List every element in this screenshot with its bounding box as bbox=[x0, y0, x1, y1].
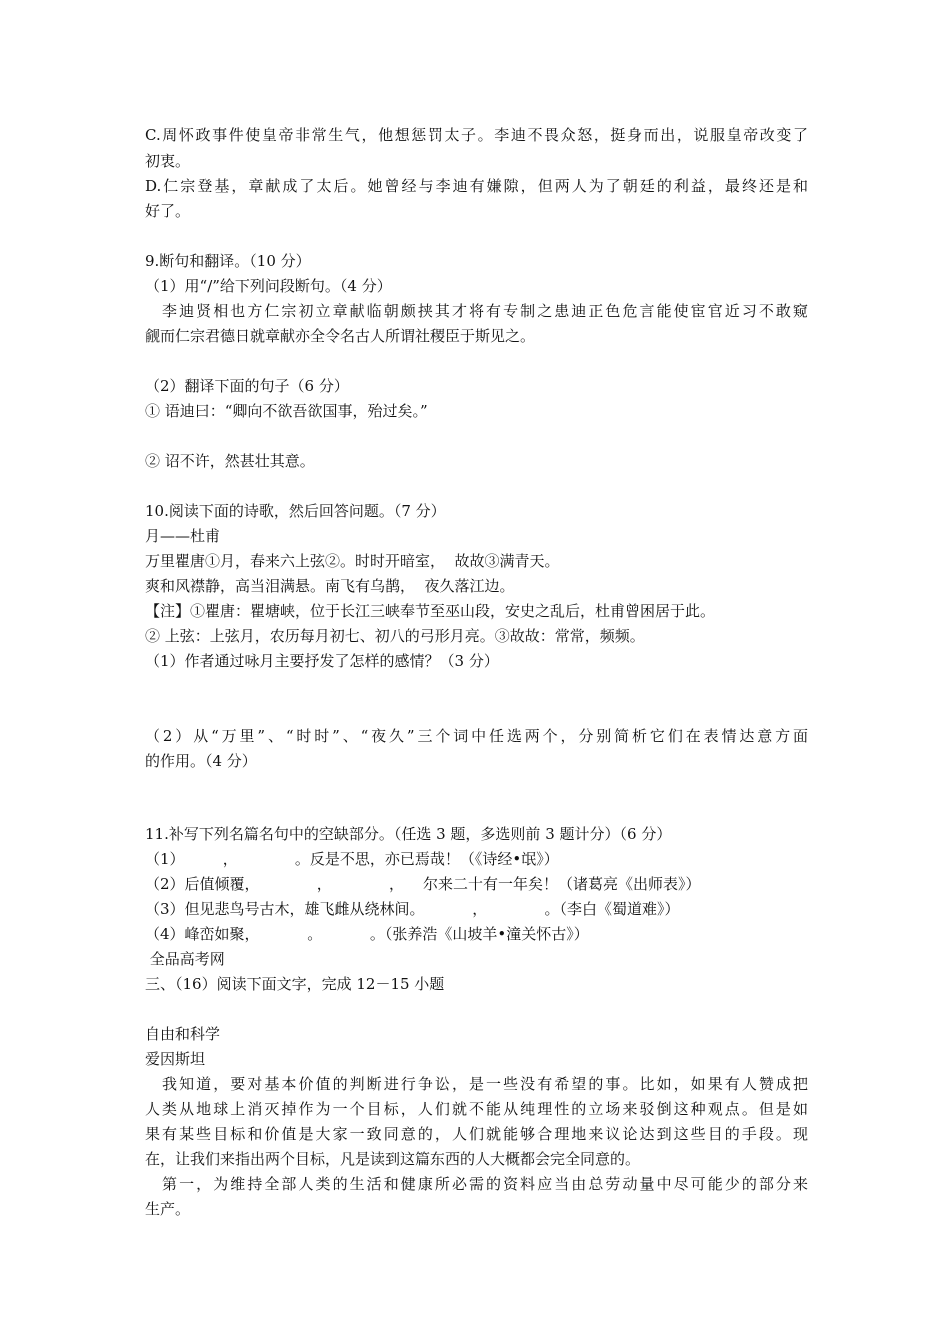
question-9-part-1: （1）用“/”给下列问段断句。（4 分） bbox=[145, 277, 392, 295]
article-paragraph-2-line-1: 第一，为维持全部人类的生活和健康所必需的资料应当由总劳动量中尽可能少的部分来 bbox=[145, 1175, 808, 1193]
article-paragraph-1-line-3: 果有某些目标和价值是大家一致同意的，人们就能够合理地来议论达到这些目的手段。现 bbox=[145, 1125, 808, 1143]
classical-passage-line-2: 觎而仁宗君德日就章献亦全令名古人所谓社稷臣于斯见之。 bbox=[145, 327, 536, 345]
question-11-item-2: （2）后值倾覆， ， ， 尔来二十有一年矣！（诸葛亮《出师表》） bbox=[145, 875, 701, 893]
article-paragraph-2-line-2: 生产。 bbox=[145, 1200, 191, 1218]
article-paragraph-1-line-1: 我知道，要对基本价值的判断进行争讼，是一些没有希望的事。比如，如果有人赞成把 bbox=[145, 1075, 808, 1093]
translation-sentence-1: ① 语迪曰：“卿向不欲吾欲国事，殆过矣。” bbox=[145, 402, 428, 420]
poem-note-1: 【注】①瞿唐：瞿塘峡，位于长江三峡奉节至巫山段，安史之乱后，杜甫曾困居于此。 bbox=[145, 602, 716, 620]
question-10-part-2-line-1: （2）从“万里”、“时时”、“夜久”三个词中任选两个，分别简析它们在表情达意方面 bbox=[145, 727, 808, 745]
question-11-item-3: （3）但见悲鸟号古木，雄飞雌从绕林间。 ， 。（李白《蜀道难》） bbox=[145, 900, 680, 918]
question-11-item-4: （4）峰峦如聚， 。 。（张养浩《山坡羊•潼关怀古》） bbox=[145, 925, 589, 943]
article-author: 爱因斯坦 bbox=[145, 1050, 206, 1068]
poem-line-2: 爽和风襟静，高当泪满悬。南飞有乌鹊， 夜久落江边。 bbox=[145, 577, 515, 595]
question-10-part-1: （1）作者通过咏月主要抒发了怎样的感情？（3 分） bbox=[145, 652, 499, 670]
classical-passage-line-1: 李迪贤相也方仁宗初立章献临朝颇挟其才将有专制之患迪正色危言能使宦官近习不敢窥 bbox=[145, 302, 808, 320]
poem-title: 月——杜甫 bbox=[145, 527, 221, 545]
question-9-title: 9.断句和翻译。（10 分） bbox=[145, 252, 311, 270]
option-d-line-1: D.仁宗登基，章献成了太后。她曾经与李迪有嫌隙，但两人为了朝廷的利益，最终还是和 bbox=[145, 177, 808, 195]
poem-line-1: 万里瞿唐①月，春来六上弦②。时时开暗室， 故故③满青天。 bbox=[145, 552, 560, 570]
article-paragraph-1-line-4: 在，让我们来指出两个目标，凡是读到这篇东西的人大概都会完全同意的。 bbox=[145, 1150, 641, 1168]
question-11-item-1: （1） ， 。反是不思，亦已焉哉！（《诗经•氓》） bbox=[145, 850, 559, 868]
translation-sentence-2: ② 诏不许，然甚壮其意。 bbox=[145, 452, 315, 470]
watermark-text: 全品高考网 bbox=[145, 950, 225, 968]
question-10-title: 10.阅读下面的诗歌，然后回答问题。（7 分） bbox=[145, 502, 446, 520]
article-title: 自由和科学 bbox=[145, 1025, 221, 1043]
question-11-title: 11.补写下列名篇名句中的空缺部分。（任选 3 题，多选则前 3 题计分）（6 分） bbox=[145, 825, 672, 843]
article-paragraph-1-line-2: 人类从地球上消灭掉作为一个目标，人们就不能从纯理性的立场来驳倒这种观点。但是如 bbox=[145, 1100, 808, 1118]
option-c-line-1: C.周怀政事件使皇帝非常生气，他想惩罚太子。李迪不畏众怒，挺身而出，说服皇帝改变了 bbox=[145, 126, 808, 144]
section-3-title: 三、（16）阅读下面文字，完成 12－15 小题 bbox=[145, 975, 445, 993]
option-d-line-2: 好了。 bbox=[145, 202, 191, 220]
question-10-part-2-line-2: 的作用。（4 分） bbox=[145, 752, 257, 770]
question-9-part-2: （2）翻译下面的句子（6 分） bbox=[145, 377, 349, 395]
poem-note-2: ② 上弦：上弦月，农历每月初七、初八的弓形月亮。③故故：常常，频频。 bbox=[145, 627, 645, 645]
option-c-line-2: 初衷。 bbox=[145, 152, 191, 170]
